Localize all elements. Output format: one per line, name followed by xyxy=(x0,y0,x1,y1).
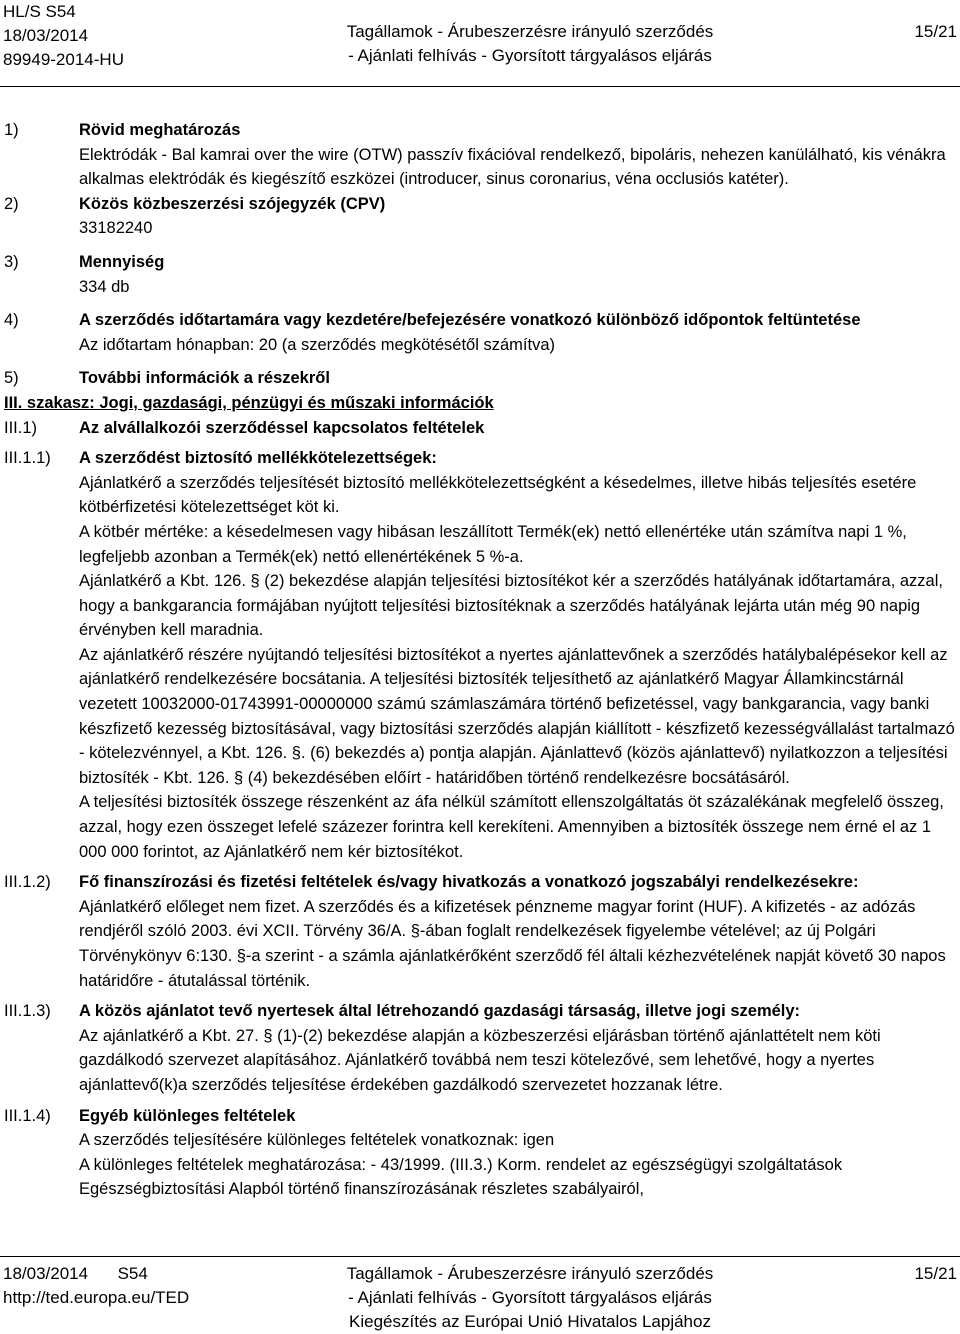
footer-date-series xyxy=(3,1262,189,1286)
section-title: További információk a részekről xyxy=(79,369,330,388)
cpv-code: 33182240 xyxy=(79,219,153,238)
footer-divider xyxy=(0,1256,960,1257)
paragraph: Ajánlatkérő a szerződés teljesítését biztosító mellékkötelezettségként a késedelmes, illetve hibás teljesítés esetére kötbérfizetési kötelezettséget köt ki. xyxy=(79,473,917,517)
section-number: 2) xyxy=(4,194,19,213)
section-title: Egyéb különleges feltételek xyxy=(79,1106,296,1125)
header-divider xyxy=(0,86,960,87)
section-title: Az alvállalkozói szerződéssel kapcsolatos feltételek xyxy=(79,418,485,437)
footer-title-line3: Kiegészítés az Európai Unió Hivatalos Lapjához xyxy=(349,1312,711,1331)
section-number: III.1.1) xyxy=(4,449,51,468)
header-title-line2: - Ajánlati felhívás - Gyorsított tárgyalásos eljárás xyxy=(348,46,712,65)
section-iii-1-1 xyxy=(0,446,960,864)
paragraph: Az ajánlatkérő a Kbt. 27. § (1)-(2) bekezdése alapján a közbeszerzési eljárásban történő ajánlattételt nem köti gazdálkodó szervezet alapításához. Ajánlatkérő továbbá nem teszi kötelezővé, sem lehetővé, hogy a nyertes ajánlattevő(k)a szerződés teljesítése érdekében gazdálkodó szervezetet hozzanak létre. xyxy=(79,1026,881,1094)
footer-series: S54 xyxy=(117,1264,148,1283)
paragraph: A szerződés teljesítésére különleges feltételek vonatkoznak: igen xyxy=(79,1131,555,1150)
section-title: A szerződés időtartamára vagy kezdetére/befejezésére vonatkozó különböző időpontok feltüntetése xyxy=(79,311,861,330)
header-title xyxy=(340,20,720,68)
section-2 xyxy=(0,192,960,241)
section-5 xyxy=(0,366,960,391)
part-heading-text: III. szakasz: Jogi, gazdasági, pénzügyi és műszaki információk xyxy=(4,393,494,412)
section-1 xyxy=(0,118,960,192)
paragraph: A különleges feltételek meghatározása: - 43/1999. (III.3.) Korm. rendelet az egészségügyi szolgáltatások Egészségbiztosítási Alapból történő finanszírozásának részletes szabályairól, xyxy=(79,1155,843,1199)
header-title-line1: Tagállamok - Árubeszerzésre irányuló szerződés xyxy=(346,22,714,41)
section-title: Közös közbeszerzési szójegyzék (CPV) xyxy=(79,194,386,213)
section-text: Az időtartam hónapban: 20 (a szerződés megkötésétől számítva) xyxy=(79,335,555,354)
section-3 xyxy=(0,250,960,299)
section-number: 5) xyxy=(4,369,19,388)
section-iii-1-2 xyxy=(0,870,960,993)
header-page: 15/21 xyxy=(914,22,957,41)
paragraph: A kötbér mértéke: a késedelmesen vagy hibásan leszállított Termék(ek) nettó ellenértéke után számítva napi 1 %, legfeljebb azonban a Termék(ek) nettó ellenértékének 5 %-a. xyxy=(79,522,907,566)
section-iii-1 xyxy=(0,416,960,441)
part-iii-heading xyxy=(4,391,960,416)
paragraph: Ajánlatkérő a Kbt. 126. § (2) bekezdése alapján teljesítési biztosítékot kér a szerződés hatályának időtartamára, azzal, hogy a bankgarancia formájában nyújtott teljesítési biztosítéknak a szerződés hatályának lejárta után még 90 napig érvényben kell maradnia. xyxy=(79,572,943,640)
section-iii-1-3 xyxy=(0,999,960,1097)
header-meta xyxy=(3,0,124,72)
footer-url[interactable]: http://ted.europa.eu/TED xyxy=(3,1288,190,1307)
section-number: 1) xyxy=(4,121,19,139)
section-number: 3) xyxy=(4,252,19,271)
header-ref: 89949-2014-HU xyxy=(3,50,124,69)
footer-page: 15/21 xyxy=(914,1264,957,1283)
section-4 xyxy=(0,308,960,357)
section-number: III.1.2) xyxy=(4,873,51,892)
footer-meta xyxy=(3,1262,189,1310)
section-title: A szerződést biztosító mellékkötelezettségek: xyxy=(79,449,437,468)
section-title: Fő finanszírozási és fizetési feltételek és/vagy hivatkozás a vonatkozó jogszabályi rendelkezésekre: xyxy=(79,873,859,892)
footer-title-line2: - Ajánlati felhívás - Gyorsított tárgyalásos eljárás xyxy=(348,1288,712,1307)
footer-date: 18/03/2014 xyxy=(3,1264,89,1283)
section-number: III.1.4) xyxy=(4,1106,51,1125)
section-title: A közös ajánlatot tevő nyertesek által létrehozandó gazdasági társaság, illetve jogi személy: xyxy=(79,1002,801,1021)
paragraph: Ajánlatkérő előleget nem fizet. A szerződés és a kifizetések pénzneme magyar forint (HUF). A kifizetés - az adózás rendjéről szóló 2003. évi XCII. Törvény 36/A. §-ában foglalt rendelkezések figyelembe vételével; az új Polgári Törvénykönyv 6:130. §-a szerint - a számla ajánlatkérőként szerződő fél általi kézhezvételének napját követő 30 napos határidőre - átutalással történik. xyxy=(79,897,946,990)
header-date: 18/03/2014 xyxy=(3,26,89,45)
paragraph: A teljesítési biztosíték összege részenként az áfa nélkül számított ellenszolgáltatás öt százalékának megfelelő összeg, azzal, hogy ezen összeget lefelé százezer forintra kell kerekíteni. Amennyiben a biztosíték összege nem érné el az 1 000 000 forintot, az Ajánlatkérő nem kér biztosítékot. xyxy=(79,793,944,861)
section-number: III.1.3) xyxy=(4,1002,51,1021)
document-body xyxy=(0,118,960,1202)
footer-title-line1: Tagállamok - Árubeszerzésre irányuló szerződés xyxy=(346,1264,714,1283)
doc-type: HL/S S54 xyxy=(3,2,76,21)
section-title: Rövid meghatározás xyxy=(79,121,241,139)
footer-title xyxy=(340,1262,720,1334)
quantity-value: 334 db xyxy=(79,277,130,296)
paragraph: Az ajánlatkérő részére nyújtandó teljesítési biztosítékot a nyertes ajánlattevőnek a szerződés hatálybalépésekor kell az ajánlatkérő rendelkezésére bocsátania. A teljesítési biztosíték teljesíthető az ajánlatkérő Magyar Államkincstárnál vezetett 10032000-01743991-00000000 számú számlaszámára történő befizetéssel, vagy bankgarancia, vagy banki készfizető kezesség biztosításával, vagy biztosítási szerződés alapján kiállított - készfizető kezességvállalást tartalmazó - kötelezvénnyel, a Kbt. 126. §. (6) bekezdés a) pontja alapján. Ajánlattevő (közös ajánlattevő) nyilatkozzon a teljesítési biztosíték - Kbt. 126. § (4) bekezdésében előírt - határidőben történő rendelkezésre bocsátásáról. xyxy=(79,645,955,787)
section-iii-1-4 xyxy=(0,1104,960,1202)
section-number: 4) xyxy=(4,311,19,330)
section-number: III.1) xyxy=(4,418,38,437)
section-title: Mennyiség xyxy=(79,252,165,271)
section-text: Elektródák - Bal kamrai over the wire (OTW) passzív fixációval rendelkező, bipoláris, nehezen kanülálható, kis vénákra alkalmas elektródák és kiegészítő eszközei (introducer, sinus coronarius, véna occlusiós katéter). xyxy=(79,145,946,189)
